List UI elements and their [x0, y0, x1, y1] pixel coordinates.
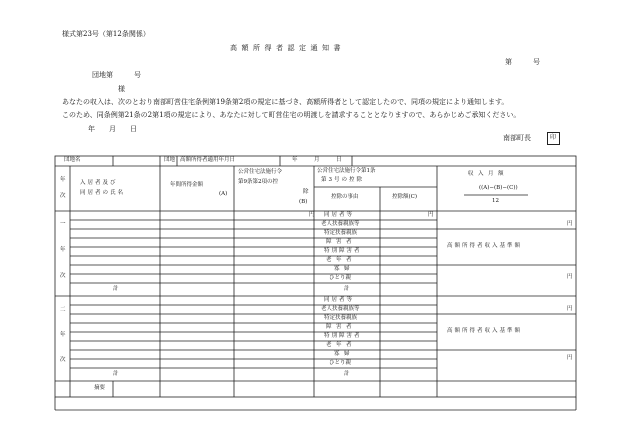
group2-standard-label: 高額所得者収入基準額 [447, 328, 523, 334]
header-annual-income: 年間所得金額 [170, 182, 204, 188]
header-year-top: 年 [60, 177, 66, 183]
group2-total-deduction: 計 [344, 371, 350, 377]
header-deduction-b-line-3: 除 [303, 189, 309, 195]
header-annual-income-a: (A) [219, 191, 228, 197]
group1-reason-6: 老年者 [326, 257, 357, 263]
applicable-year-label: 年 [292, 157, 298, 163]
issue-date-label: 年 月 日 [88, 125, 137, 133]
applicable-day-label: 日 [336, 157, 342, 163]
header-deduction-c-line-1: 公営住宅法施行令第1条 [317, 168, 376, 174]
header-name-line-2: 同居者の氏名 [80, 190, 126, 196]
group2-yen-monthly: 円 [567, 306, 573, 312]
header-name-line-1: 入居者及び [80, 180, 118, 186]
group1-reason-8: ひとり親 [329, 275, 352, 281]
complex-label: 団地 [164, 157, 176, 163]
header-monthly-income: 収入月額 [468, 171, 509, 177]
group2-reason-2: 老人扶養親族等 [321, 306, 360, 312]
header-deduction-b-line-2: 第9条第2項の控 [238, 179, 278, 185]
group2-reason-3: 特定扶養親族 [324, 315, 358, 321]
header-formula-divisor: 12 [492, 198, 499, 204]
addressee-label: 様 [118, 85, 125, 93]
body-line-1: あなたの収入は、次のとおり南部町営住宅条例第19条第2項の規定に基づき、高額所得者として認定したので、同項の規定により通知します。 [62, 98, 509, 106]
header-deduction-b-line-4: (B) [299, 199, 308, 205]
group1-year-char-1: 一 [60, 221, 66, 227]
header-income-formula: ((A)−(B)−(C)) [479, 185, 518, 191]
group2-reason-4: 障害者 [326, 324, 357, 330]
group1-reason-7: 寡婦 [334, 266, 355, 272]
issuer-label: 南部町長 [503, 134, 531, 142]
complex-number-label: 団地第 号 [92, 71, 141, 79]
group2-yen-standard: 円 [567, 355, 573, 361]
group1-reason-5: 特別障害者 [324, 248, 362, 254]
form-number: 様式第23号（第12条関係） [62, 30, 150, 38]
group1-standard-label: 高額所得者収入基準額 [447, 243, 523, 249]
header-deduction-c-line-2: 第3号の控除 [321, 177, 364, 183]
group2-reason-5: 特別障害者 [324, 333, 362, 339]
group2-reason-8: ひとり親 [329, 360, 352, 366]
group1-reason-3: 特定扶養親族 [324, 230, 358, 236]
group2-year-char-2: 年 [60, 332, 66, 338]
header-deduction-b-line-1: 公営住宅法施行令 [238, 169, 283, 175]
group1-reason-1: 同居者等 [324, 212, 355, 218]
group2-reason-7: 寡婦 [334, 351, 355, 357]
header-deduction-reason: 控除の事由 [331, 194, 359, 200]
document-number-label: 第 号 [505, 58, 540, 66]
header-year-bottom: 次 [60, 193, 66, 199]
group2-year-char-1: 二 [60, 307, 66, 313]
group2-year-char-3: 次 [60, 357, 66, 363]
group2-reason-1: 同居者等 [324, 297, 355, 303]
header-deduction-amount: 控除額(C) [392, 194, 417, 200]
group1-year-char-2: 年 [60, 247, 66, 253]
seal-label: 印 [550, 134, 557, 141]
applicable-month-label: 月 [314, 157, 320, 163]
body-line-2: このため、同条例第21条の2第1項の規定により、あなたに対して町営住宅の明渡しを請求することとなりますので、あらかじめご承知ください。 [62, 111, 521, 119]
group1-reason-2: 老人扶養親族等 [321, 221, 360, 227]
group1-yen-c: 円 [428, 212, 434, 218]
group1-total-left: 計 [113, 286, 119, 292]
group2-reason-6: 老年者 [326, 342, 357, 348]
document-title: 高額所得者認定通知書 [230, 44, 345, 52]
group1-yen-standard: 円 [567, 274, 573, 280]
group1-yen-b: 円 [309, 212, 315, 218]
table-outer-border [55, 156, 576, 397]
group1-total-deduction: 計 [344, 286, 350, 292]
group1-yen-monthly: 円 [567, 221, 573, 227]
group2-total-left: 計 [113, 371, 119, 377]
group1-reason-4: 障害者 [326, 239, 357, 245]
applicable-date-label: 高額所得者適用年月日 [180, 157, 236, 163]
remarks-label: 摘要 [94, 385, 106, 391]
complex-name-label: 団地名 [64, 157, 81, 163]
group1-year-char-3: 次 [60, 273, 66, 279]
